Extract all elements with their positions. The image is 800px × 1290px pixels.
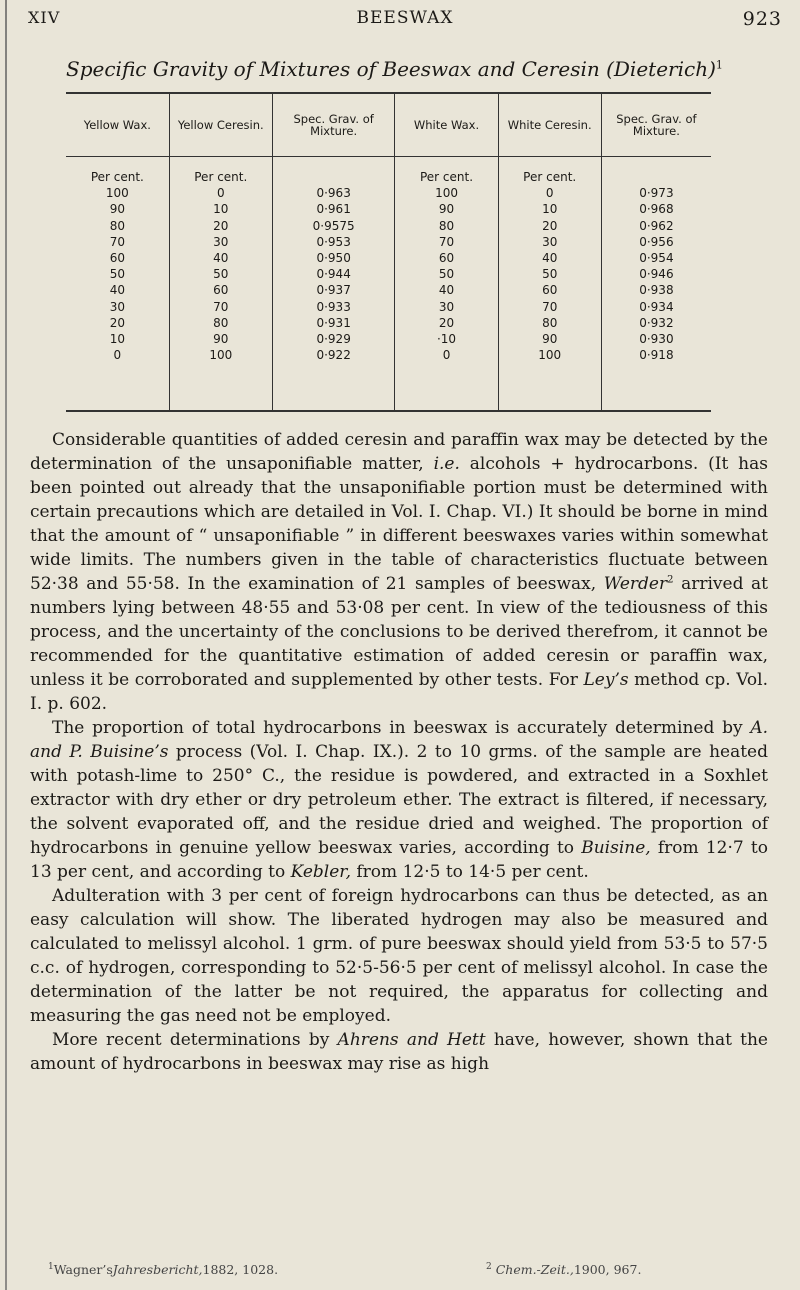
p4-text-a: More recent determinations by	[52, 1030, 338, 1050]
p1-ley: Ley’s	[583, 670, 629, 690]
p1-text-a: Considerable quantities of added ceresin and paraffin wax may be detected by the determination of the unsaponifiable matter,	[30, 430, 768, 474]
paragraph-1	[30, 428, 768, 716]
p1-werder: Werder	[603, 574, 668, 594]
caption-text: Specific Gravity of Mixtures of Beeswax and Ceresin (Dieterich)	[66, 57, 716, 81]
col-yellow-ceresin: Yellow Ceresin.	[169, 93, 272, 157]
footnote-1-text-a: Wagner’s	[53, 1262, 113, 1278]
p4-text-b: have, however, shown that the amount of hydrocarbons in beeswax may rise as high	[30, 1030, 768, 1074]
col-spec-grav-1: Spec. Grav. of Mixture.	[272, 93, 395, 157]
yellow-wax-values: Per cent. 100 90 80 70 60 50 40 30 20 10 0	[66, 157, 169, 412]
white-wax-values: Per cent. 100 90 80 70 60 50 40 30 20 ·10 0	[395, 157, 498, 412]
footnote-2-text-b: 1900, 967.	[573, 1262, 642, 1278]
table-caption	[66, 57, 770, 81]
p1-text-b: alcohols + hydrocarbons. (It has been pointed out already that the unsaponifiable portion must be determined with certain precautions which are detailed in Vol. I. Chap. VI.) It should be borne in mind that the amount of “ unsaponifiable ” in different beeswaxes varies within somewhat wide limits. The numbers given in the table of characteristics fluctuate between 52·38 and 55·58. In the examination of 21 samples of beeswax,	[30, 454, 768, 594]
col-spec-grav-2: Spec. Grav. of Mixture.	[601, 93, 711, 157]
specific-gravity-table	[66, 92, 711, 412]
p1-text-d: method cp. Vol. I. p. 602.	[30, 670, 768, 714]
col-white-ceresin: White Ceresin.	[498, 93, 601, 157]
yellow-ceresin-values: Per cent. 0 10 20 30 40 50 60 70 80 90 100	[169, 157, 272, 412]
footnote-1-journal: Jahresbericht,	[112, 1262, 203, 1278]
table-body-row	[66, 157, 711, 412]
p2-text-b: process (Vol. I. Chap. IX.). 2 to 10 grms. of the sample are heated with potash-lime to 250° C., the residue is powdered, and extracted in a Soxhlet extractor with dry ether or dry petroleum ether. The extract is filtered, if necessary, the solvent evaporated off, and the residue dried and weighed. The proportion of hydrocarbons in genuine yellow beeswax varies, according to	[30, 742, 768, 858]
running-title: BEESWAX	[356, 8, 454, 28]
spec-grav-1-values: 0·963 0·961 0·9575 0·953 0·950 0·944 0·937 0·933 0·931 0·929 0·922	[272, 157, 395, 412]
p2-kebler: Kebler,	[290, 862, 351, 882]
paragraph-3: Adulteration with 3 per cent of foreign hydrocarbons can thus be detected, as an easy calculation will show. The liberated hydrogen may also be measured and calculated to melissyl alcohol. 1 grm. of pure beeswax should yield from 53·5 to 57·5 c.c. of hydrogen, corresponding to 52·5-56·5 per cent of melissyl alcohol. In case the determination of the latter be not required, the apparatus for collecting and measuring the gas need not be employed.	[30, 886, 768, 1026]
col-white-wax: White Wax.	[395, 93, 498, 157]
p2-buisine-2: Buisine,	[581, 838, 651, 858]
footnote-2	[486, 1262, 641, 1277]
table-header-row	[66, 93, 711, 157]
col-yellow-wax: Yellow Wax.	[66, 93, 169, 157]
running-header	[28, 8, 782, 38]
p2-text-c: from 12·7 to 13 per cent, and according to	[30, 838, 768, 882]
p1-ie: i.e.	[433, 454, 460, 474]
footnote-1-text-b: 1882, 1028.	[202, 1262, 279, 1278]
p2-text-a: The proportion of total hydrocarbons in beeswax is accurately determined by	[52, 718, 751, 738]
footnote-1	[48, 1262, 278, 1277]
p2-text-d: from 12·5 to 14·5 per cent.	[350, 862, 589, 882]
caption-note-ref: 1	[715, 58, 723, 72]
footnote-2-journal: Chem.-Zeit.,	[491, 1262, 574, 1278]
page-edge	[5, 0, 7, 1290]
p4-ahrens-hett: Ahrens and Hett	[337, 1030, 486, 1050]
footnote-ref-2: 2	[667, 574, 674, 586]
body-text	[30, 428, 768, 1076]
p2-buisine: A. and P. Buisine’s	[30, 718, 768, 762]
paragraph-4	[30, 1028, 768, 1076]
page-number: 923	[742, 8, 782, 30]
p1-text-c: arrived at numbers lying between 48·55 and 53·08 per cent. In view of the tediousness of this process, and the uncertainty of the conclusions to be derived therefrom, it cannot be recommended for the quantitative estimation of added ceresin or paraffin wax, unless it be corroborated and supplemented by other tests. For	[30, 574, 769, 690]
footnote-2-number: 2	[486, 1262, 492, 1272]
footnote-1-number: 1	[48, 1262, 54, 1272]
paragraph-2	[30, 716, 768, 884]
spec-grav-2-values: 0·973 0·968 0·962 0·956 0·954 0·946 0·938 0·934 0·932 0·930 0·918	[601, 157, 711, 412]
section-number: XIV	[28, 8, 61, 27]
white-ceresin-values: Per cent. 0 10 20 30 40 50 60 70 80 90 100	[498, 157, 601, 412]
